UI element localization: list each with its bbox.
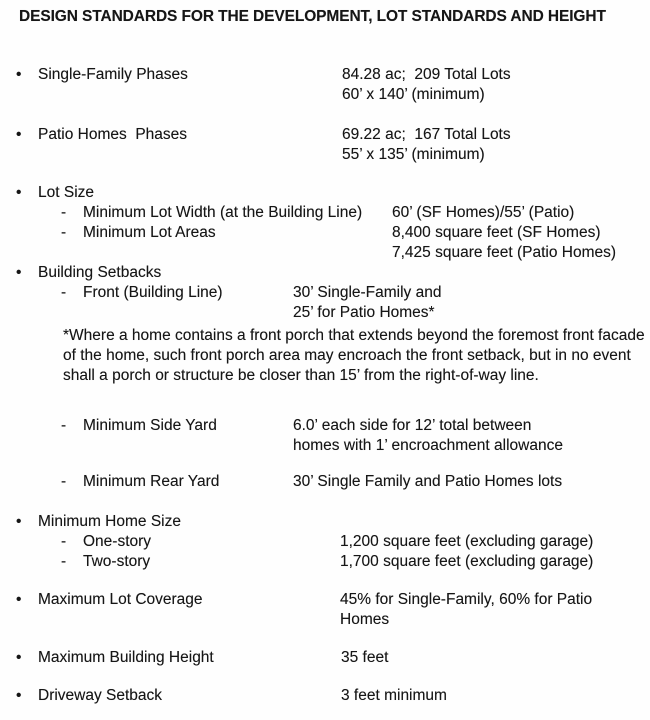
dash-icon: - xyxy=(61,533,67,550)
bullet-icon: • xyxy=(16,264,22,281)
item-label: Maximum Lot Coverage xyxy=(38,591,203,608)
list-item xyxy=(0,552,650,572)
item-value: 60’ (SF Homes)/55’ (Patio) xyxy=(392,204,575,221)
list-item xyxy=(0,532,650,552)
item-label: Two-story xyxy=(83,553,151,570)
item-value: 1,200 square feet (excluding garage) xyxy=(340,533,594,550)
list-item xyxy=(0,223,650,261)
list-item xyxy=(0,686,650,706)
item-label: Driveway Setback xyxy=(38,687,163,704)
list-item xyxy=(0,203,650,223)
list-item xyxy=(0,65,650,103)
item-label: One-story xyxy=(83,533,152,550)
list-item xyxy=(0,648,650,668)
list-item xyxy=(0,263,650,283)
dash-icon: - xyxy=(61,284,67,301)
item-label: Patio Homes Phases xyxy=(38,126,188,143)
item-value: 69.22 ac; 167 Total Lots 55’ x 135’ (minimum) xyxy=(342,126,511,163)
item-label: Front (Building Line) xyxy=(83,284,223,301)
item-label: Minimum Lot Areas xyxy=(83,224,216,241)
bullet-icon: • xyxy=(16,126,22,143)
dash-icon: - xyxy=(61,224,67,241)
item-value: 45% for Single-Family, 60% for Patio Homes xyxy=(340,591,593,628)
item-label: Minimum Side Yard xyxy=(83,417,217,434)
item-value: 3 feet minimum xyxy=(341,687,447,704)
dash-icon: - xyxy=(61,204,67,221)
item-label: Maximum Building Height xyxy=(38,649,214,666)
dash-icon: - xyxy=(61,553,67,570)
item-value: 35 feet xyxy=(341,649,389,666)
list-item xyxy=(0,472,650,492)
bullet-icon: • xyxy=(16,649,22,666)
bullet-icon: • xyxy=(16,513,22,530)
item-label: Building Setbacks xyxy=(38,264,162,281)
page-title: DESIGN STANDARDS FOR THE DEVELOPMENT, LOT STANDARDS AND HEIGHT xyxy=(19,8,606,25)
dash-icon: - xyxy=(61,417,67,434)
bullet-icon: • xyxy=(16,184,22,201)
footnote: *Where a home contains a front porch that extends beyond the foremost front facade of the home, such front porch area may encroach the front setback, but in no event shall a porch or structure be closer than 15’ from the right-of-way line. xyxy=(63,327,645,384)
item-value: 1,700 square feet (excluding garage) xyxy=(340,553,594,570)
item-value: 8,400 square feet (SF Homes) 7,425 square feet (Patio Homes) xyxy=(392,224,617,261)
item-value: 30’ Single-Family and 25’ for Patio Homes* xyxy=(293,284,442,321)
list-item xyxy=(0,416,650,454)
item-value: 84.28 ac; 209 Total Lots 60’ x 140’ (minimum) xyxy=(342,66,511,103)
item-label: Minimum Lot Width (at the Building Line) xyxy=(83,204,363,221)
bullet-icon: • xyxy=(16,66,22,83)
item-value: 30’ Single Family and Patio Homes lots xyxy=(293,473,563,490)
list-item xyxy=(0,590,650,628)
dash-icon: - xyxy=(61,473,67,490)
list-item xyxy=(0,283,650,321)
bullet-icon: • xyxy=(16,687,22,704)
list-item xyxy=(0,183,650,203)
item-value: 6.0’ each side for 12’ total between homes with 1’ encroachment allowance xyxy=(293,417,563,454)
list-item xyxy=(0,512,650,532)
item-label: Minimum Rear Yard xyxy=(83,473,220,490)
item-label: Minimum Home Size xyxy=(38,513,181,530)
bullet-icon: • xyxy=(16,591,22,608)
list-item xyxy=(0,125,650,163)
item-label: Single-Family Phases xyxy=(38,66,188,83)
item-label: Lot Size xyxy=(38,184,95,201)
